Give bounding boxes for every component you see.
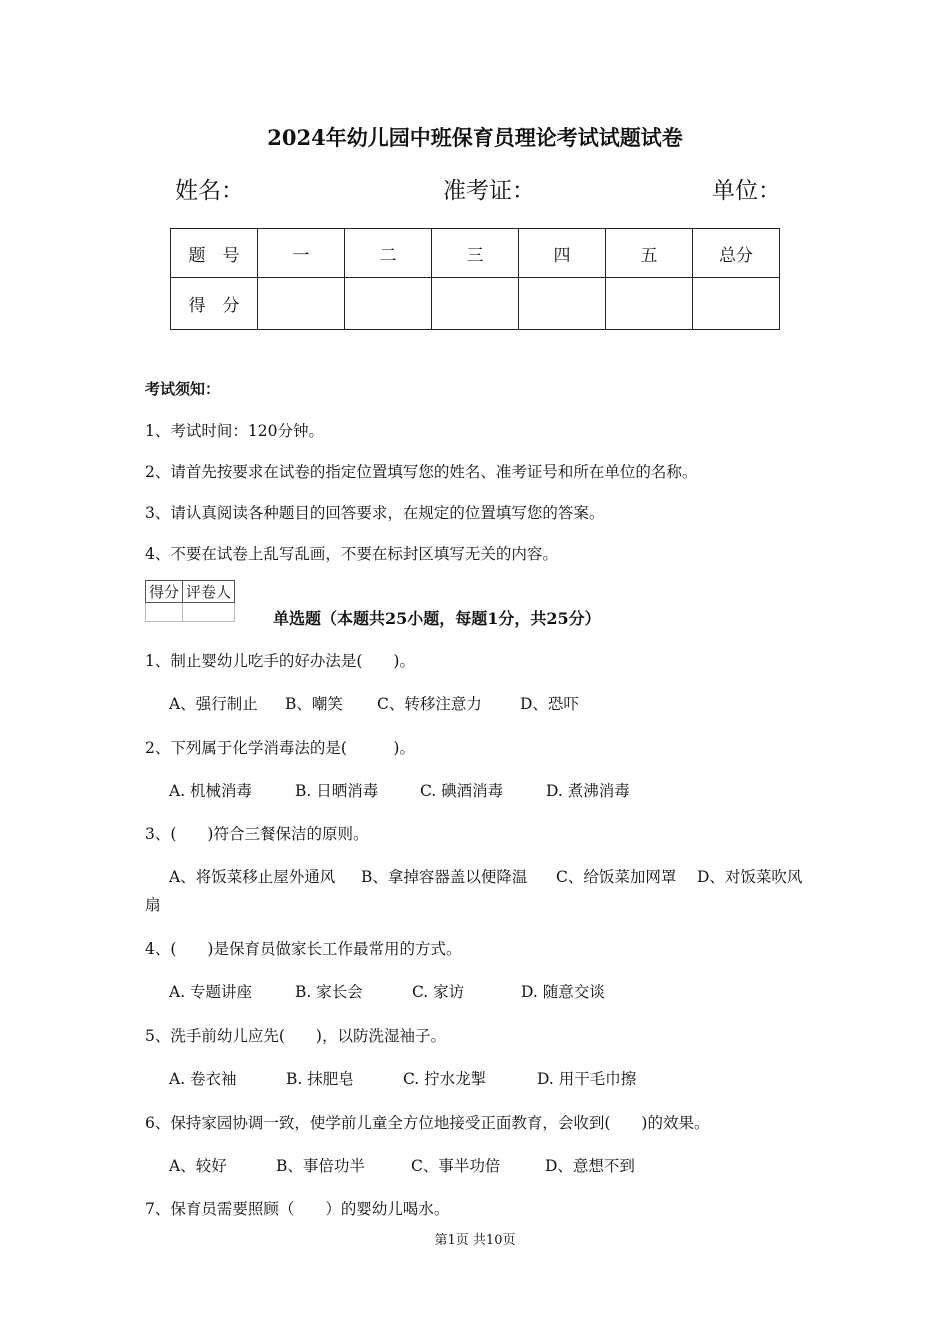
- header-cell: 题 号: [171, 229, 258, 278]
- score-table-header-row: [171, 229, 780, 278]
- notice-item: 1、考试时间：120分钟。: [145, 422, 324, 440]
- question-text: 3、( )符合三餐保洁的原则。: [145, 825, 369, 843]
- option-wrap-text: 扇: [145, 896, 161, 914]
- score-cell[interactable]: [258, 278, 345, 330]
- question-text: 7、保育员需要照顾（ ）的婴幼儿喝水。: [145, 1200, 450, 1218]
- header-cell: 总分: [693, 229, 780, 278]
- score-table-score-row: [171, 278, 780, 330]
- grader-score-label: 得分: [146, 581, 183, 603]
- question-text: 4、( )是保育员做家长工作最常用的方式。: [145, 940, 462, 958]
- notice-item: 2、请首先按要求在试卷的指定位置填写您的姓名、准考证号和所在单位的名称。: [145, 463, 698, 481]
- header-cell: 一: [258, 229, 345, 278]
- option: D、恐吓: [520, 695, 579, 713]
- grader-name-cell[interactable]: [183, 603, 235, 622]
- score-cell[interactable]: [432, 278, 519, 330]
- score-table: [170, 228, 780, 330]
- option: A. 机械消毒: [169, 782, 253, 800]
- score-cell[interactable]: [606, 278, 693, 330]
- option: B、事倍功半: [276, 1157, 365, 1175]
- option: A、强行制止: [169, 695, 258, 713]
- option: C. 家访: [412, 983, 465, 1001]
- option: C、事半功倍: [411, 1157, 501, 1175]
- question-text: 6、保持家园协调一致，使学前儿童全方位地接受正面教育，会收到( )的效果。: [145, 1114, 710, 1132]
- header-cell: 四: [519, 229, 606, 278]
- header-cell: 三: [432, 229, 519, 278]
- header-cell: 五: [606, 229, 693, 278]
- score-cell[interactable]: [519, 278, 606, 330]
- option: B. 抹肥皂: [286, 1070, 354, 1088]
- option: C. 碘酒消毒: [420, 782, 504, 800]
- option: B、嘲笑: [285, 695, 343, 713]
- unit-field-label: 单位：: [712, 178, 781, 204]
- section-title: 单选题（本题共25小题，每题1分，共25分）: [273, 609, 601, 628]
- question-text: 2、下列属于化学消毒法的是( )。: [145, 739, 415, 757]
- option: B、拿掉容器盖以便降温: [361, 868, 528, 886]
- option: A、将饭菜移止屋外通风: [169, 868, 336, 886]
- option: A. 专题讲座: [169, 983, 253, 1001]
- grader-name-label: 评卷人: [183, 581, 235, 603]
- option: D、对饭菜吹风: [697, 868, 803, 886]
- header-cell: 二: [345, 229, 432, 278]
- name-field-label: 姓名：: [175, 178, 244, 204]
- page-title: 2024年幼儿园中班保育员理论考试试题试卷: [267, 125, 683, 150]
- option: C、转移注意力: [377, 695, 482, 713]
- option: D. 煮沸消毒: [546, 782, 630, 800]
- option: C. 拧水龙掣: [403, 1070, 487, 1088]
- question-text: 5、洗手前幼儿应先( )，以防洗湿袖子。: [145, 1027, 446, 1045]
- notice-item: 4、不要在试卷上乱写乱画，不要在标封区填写无关的内容。: [145, 545, 558, 563]
- score-cell[interactable]: [345, 278, 432, 330]
- page-footer: 第1页 共10页: [434, 1233, 516, 1248]
- notice-item: 3、请认真阅读各种题目的回答要求，在规定的位置填写您的答案。: [145, 504, 605, 522]
- option: B. 日晒消毒: [295, 782, 379, 800]
- score-cell[interactable]: [693, 278, 780, 330]
- option: A、较好: [169, 1157, 227, 1175]
- score-row-label: 得 分: [171, 278, 258, 330]
- grader-score-cell[interactable]: [146, 603, 183, 622]
- option: D. 用干毛巾擦: [537, 1070, 637, 1088]
- notice-heading: 考试须知：: [145, 380, 221, 398]
- option: B. 家长会: [295, 983, 363, 1001]
- grader-box: [145, 580, 235, 622]
- question-text: 1、制止婴幼儿吃手的好办法是( )。: [145, 652, 415, 670]
- option: C、给饭菜加网罩: [556, 868, 677, 886]
- option: D、意想不到: [545, 1157, 635, 1175]
- exam-id-field-label: 准考证：: [443, 178, 535, 204]
- option: A. 卷衣袖: [169, 1070, 237, 1088]
- option: D. 随意交谈: [521, 983, 605, 1001]
